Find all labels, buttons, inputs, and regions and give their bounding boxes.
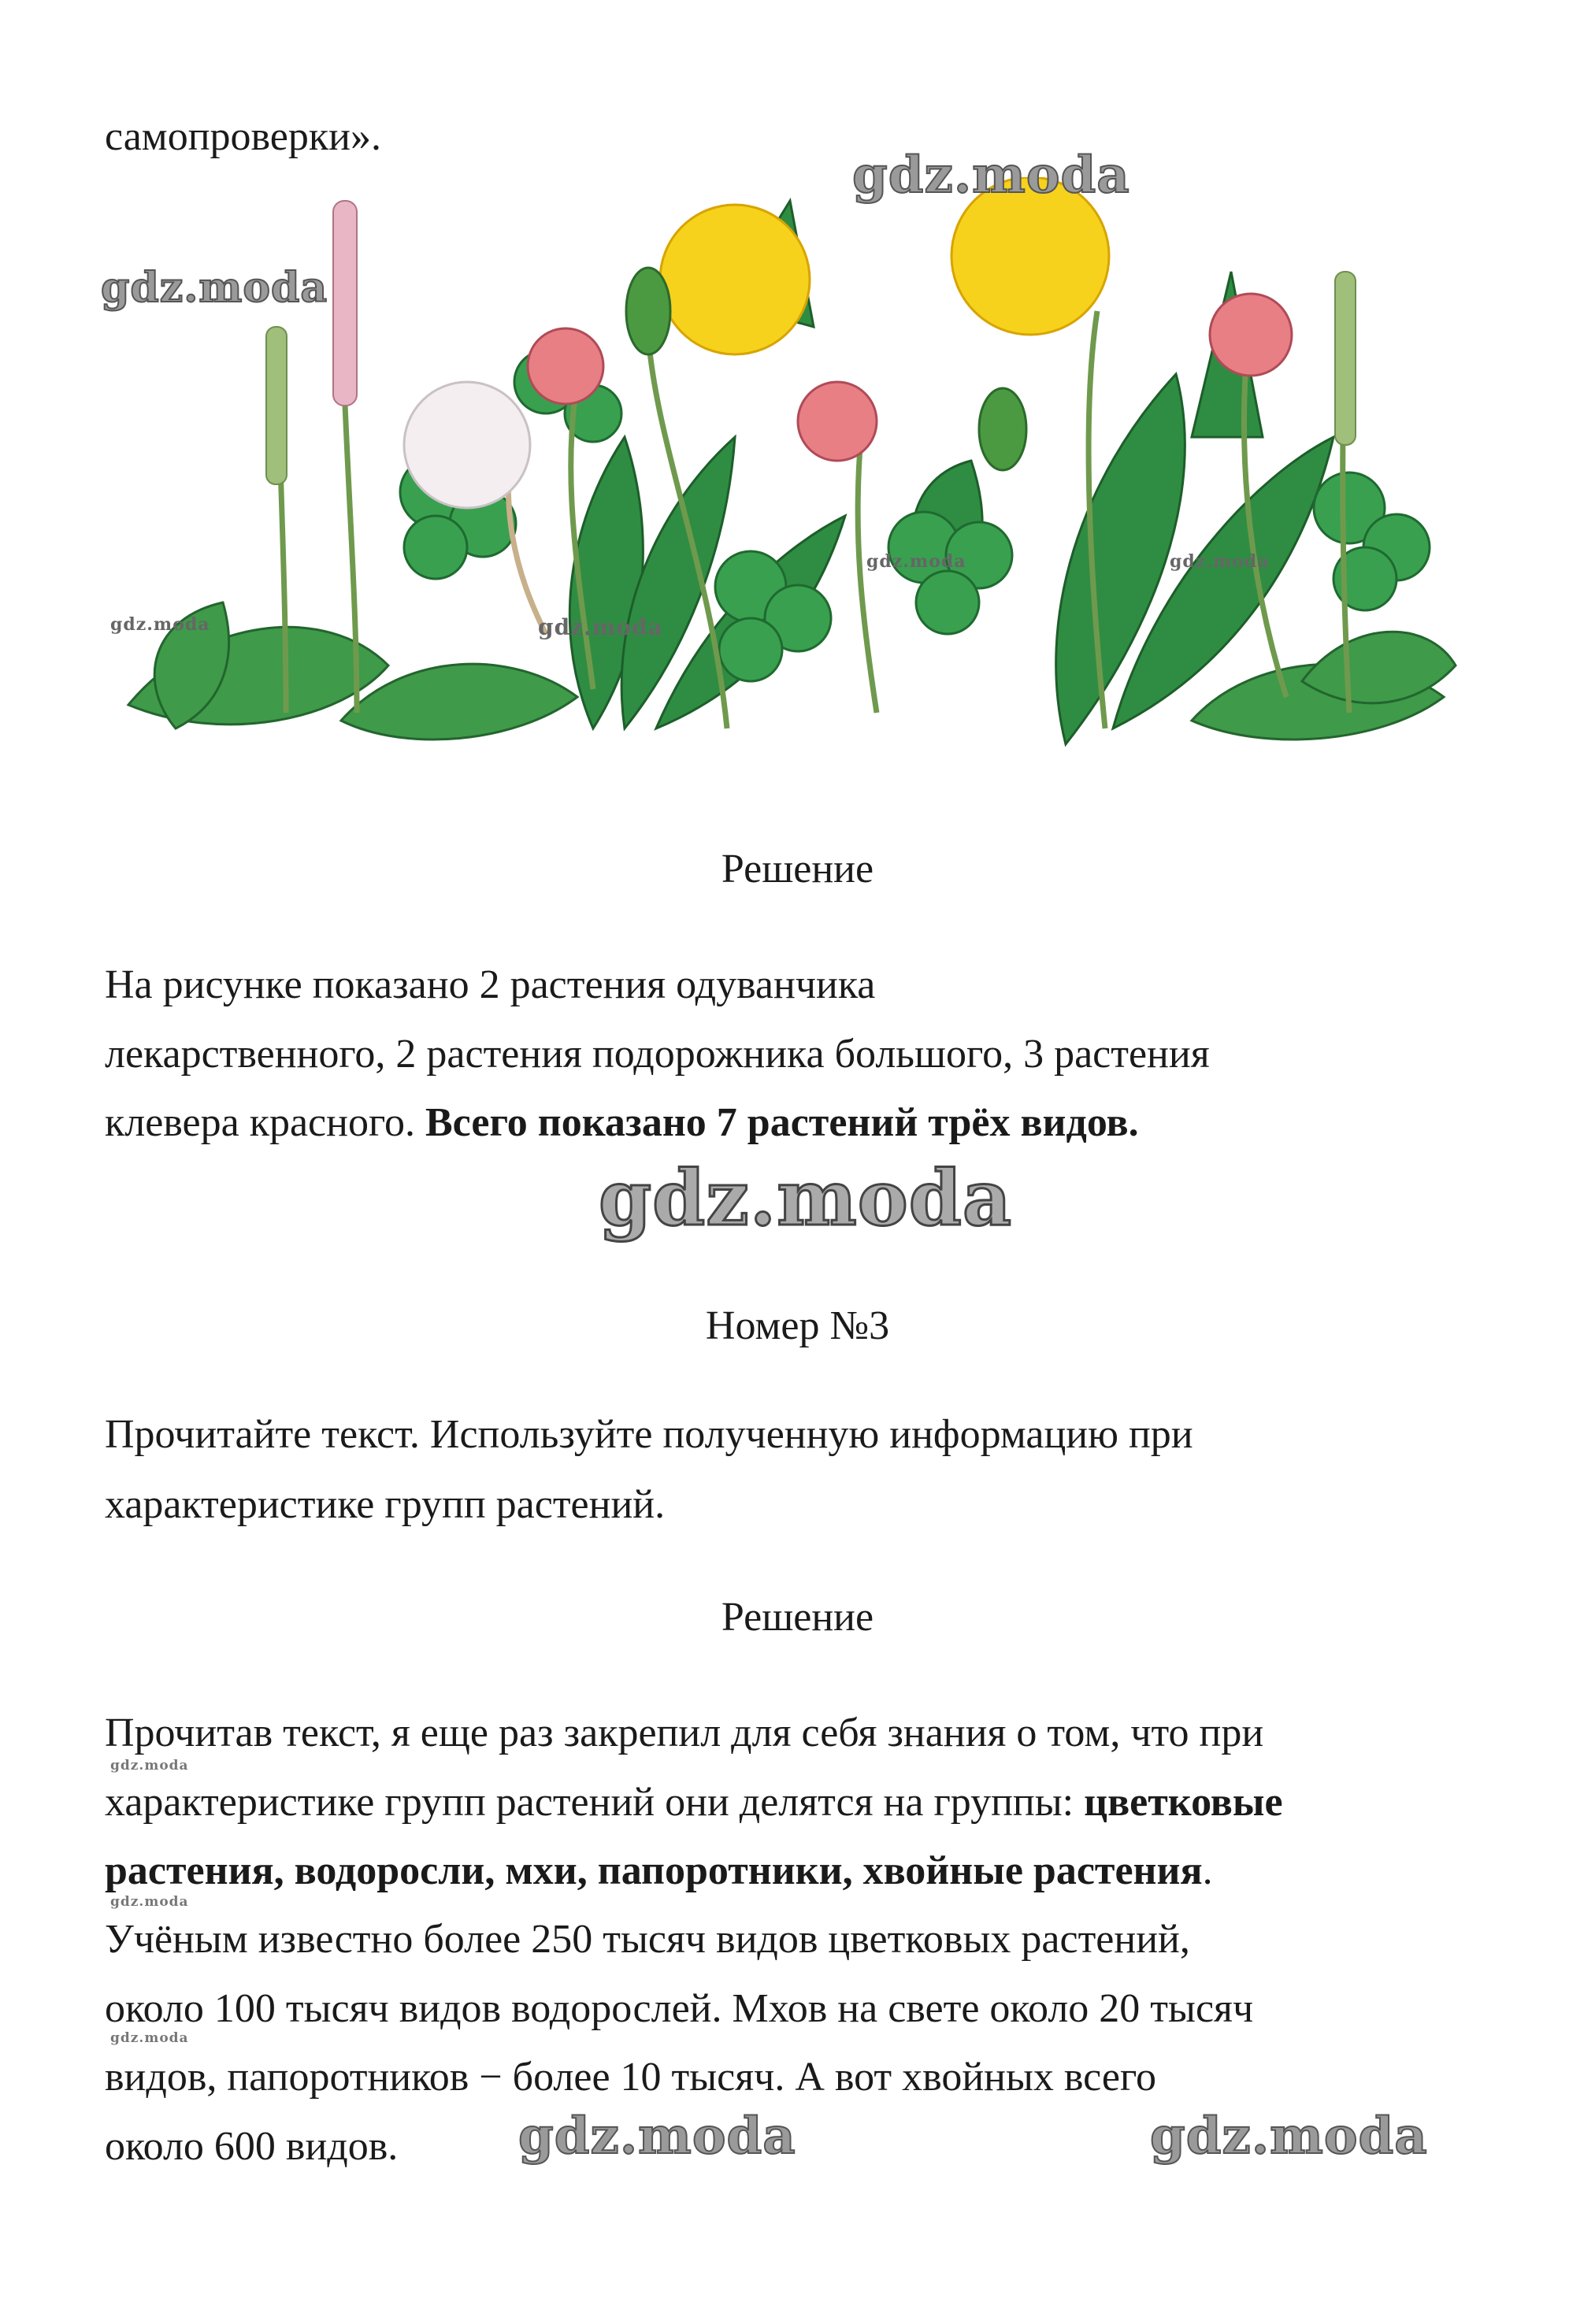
watermark-logo: gdz.moda <box>866 551 966 572</box>
task3-line-1: Прочитайте текст. Используйте полученную информацию при <box>105 1412 1193 1457</box>
text-fragment-top: самопроверки». <box>105 114 381 159</box>
solution2-line-4: Учёным известно более 250 тысяч видов цветковых растений, <box>105 1917 1190 1962</box>
solution2-line-2-text: характеристике групп растений они делятся на группы: <box>105 1780 1085 1825</box>
solution1-line-2: лекарственного, 2 растения подорожника большого, 3 растения <box>105 1032 1210 1077</box>
watermark-logo: gdz.moda <box>101 264 328 312</box>
watermark-logo: gdz.moda <box>852 146 1130 205</box>
solution2-line-3-end: . <box>1202 1848 1213 1893</box>
watermark-logo: gdz.moda <box>1150 2107 1428 2166</box>
solution1-line-3 <box>105 1100 1139 1145</box>
dandelion-seed-head <box>404 382 530 508</box>
solution2-line-3 <box>105 1848 1213 1893</box>
watermark-logo: gdz.moda <box>1170 551 1270 572</box>
watermark-logo: gdz.moda <box>110 2030 189 2046</box>
solution-heading: Решение <box>721 1595 874 1640</box>
watermark-logo: gdz.moda <box>110 1894 189 1910</box>
solution1-conclusion: Всего показано 7 растений трёх видов. <box>425 1100 1139 1145</box>
solution1-line-3-text: клевера красного. <box>105 1100 425 1145</box>
solution2-line-7: около 600 видов. <box>105 2124 399 2169</box>
solution1-line-1: На рисунке показано 2 растения одуванчика <box>105 962 876 1007</box>
task-number-heading: Номер №3 <box>705 1303 890 1348</box>
solution2-line-6: видов, папоротников − более 10 тысяч. А вот хвойных всего <box>105 2055 1156 2100</box>
plant-groups-start: цветковые <box>1084 1780 1283 1825</box>
solution2-line-5: около 100 тысяч видов водорослей. Мхов на свете около 20 тысяч <box>105 1986 1254 2031</box>
watermark-logo: gdz.moda <box>110 614 210 635</box>
plant-groups-list: растения, водоросли, мхи, папоротники, хвойные растения <box>105 1848 1203 1893</box>
watermark-logo: gdz.moda <box>110 1758 189 1774</box>
watermark-logo: gdz.moda <box>538 614 663 640</box>
plantain-leaves-right <box>1192 632 1456 739</box>
solution-heading: Решение <box>721 847 874 891</box>
task3-line-2: характеристике групп растений. <box>105 1482 666 1527</box>
watermark-logo: gdz.moda <box>518 2107 796 2166</box>
watermark-logo: gdz.moda <box>599 1154 1013 1243</box>
solution2-line-1: Прочитав текст, я еще раз закрепил для себя знания о том, что при <box>105 1711 1264 1755</box>
solution2-line-2 <box>105 1782 1283 1823</box>
